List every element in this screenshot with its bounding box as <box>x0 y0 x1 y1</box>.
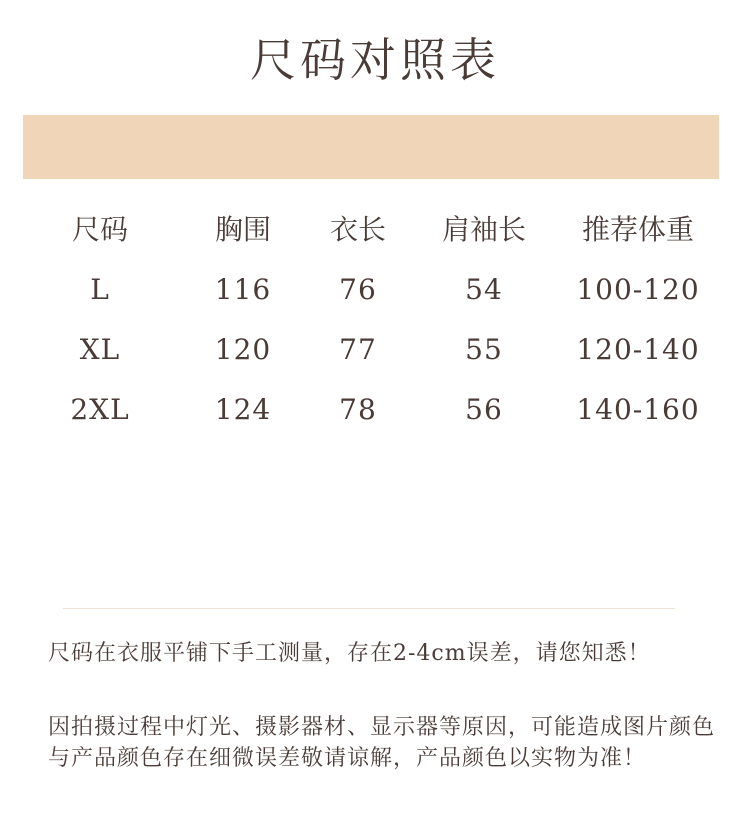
size-chart-table <box>0 200 750 440</box>
cell-shoulder-sleeve: 56 <box>465 393 503 426</box>
header-banner <box>23 115 719 179</box>
cell-chest: 116 <box>214 273 272 306</box>
cell-recommended-weight: 120-140 <box>576 333 700 366</box>
cell-chest: 124 <box>214 393 272 426</box>
table-row <box>0 260 750 320</box>
header-shoulder-sleeve: 肩袖长 <box>441 213 526 246</box>
table-row <box>0 320 750 380</box>
header-size: 尺码 <box>71 213 128 246</box>
header-length: 衣长 <box>329 213 386 246</box>
measurement-note: 尺码在衣服平铺下手工测量，存在2-4cm误差，请您知悉！ <box>48 641 651 666</box>
cell-shoulder-sleeve: 55 <box>465 333 503 366</box>
table-row <box>0 380 750 440</box>
table-header-row <box>0 200 750 260</box>
cell-recommended-weight: 140-160 <box>576 393 700 426</box>
cell-chest: 120 <box>214 333 272 366</box>
cell-size: 2XL <box>70 393 130 426</box>
section-divider <box>63 608 675 609</box>
cell-shoulder-sleeve: 54 <box>465 273 503 306</box>
color-disclaimer-note: 因拍摄过程中灯光、摄影器材、显示器等原因，可能造成图片颜色与产品颜色存在细微误差敬请谅解，产品颜色以实物为准！ <box>48 715 716 771</box>
cell-recommended-weight: 100-120 <box>576 273 700 306</box>
page-title: 尺码对照表 <box>250 33 500 87</box>
cell-length: 78 <box>339 393 377 426</box>
cell-length: 77 <box>339 333 377 366</box>
cell-size: XL <box>79 333 121 366</box>
cell-length: 76 <box>339 273 377 306</box>
header-chest: 胸围 <box>214 213 271 246</box>
header-recommended-weight: 推荐体重 <box>581 213 694 246</box>
cell-size: L <box>90 273 110 306</box>
